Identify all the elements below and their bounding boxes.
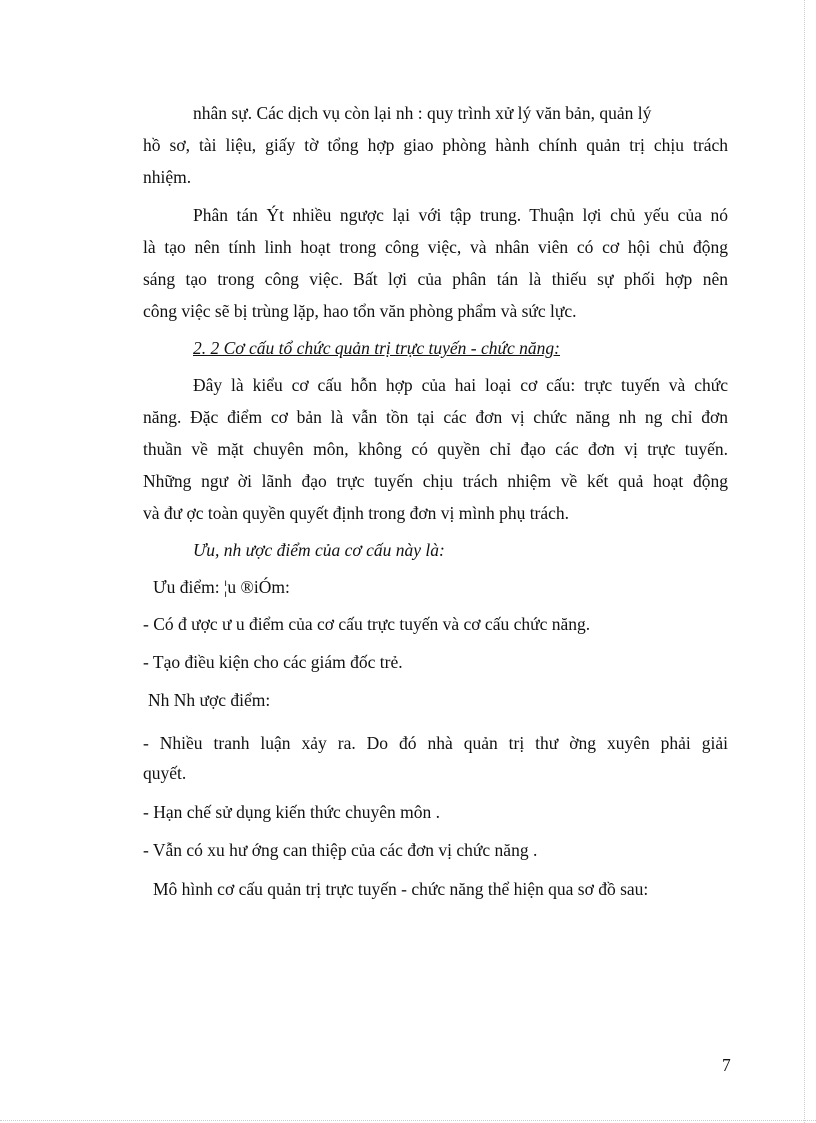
list-item: - Có đ ược ư u điểm của cơ cấu trực tuyến và cơ cấu chức năng. <box>143 614 591 634</box>
page-edge-bottom <box>0 1120 816 1121</box>
list-item: - Nhiều tranh luận xảy ra. Do đó nhà quản trị thư ờng xuyên phải giải <box>143 733 728 753</box>
list-item: - Hạn chế sử dụng kiến thức chuyên môn . <box>143 802 440 822</box>
section-heading: 2. 2 Cơ cấu tổ chức quản trị trực tuyến - chức năng: <box>193 338 560 358</box>
subheading: Ưu, nh ược điểm của cơ cấu này là: <box>193 540 445 560</box>
text-line: Những ngư ời lãnh đạo trực tuyến chịu trách nhiệm về kết quả hoạt động <box>143 471 728 491</box>
text-line: hồ sơ, tài liệu, giấy tờ tổng hợp giao phòng hành chính quản trị chịu trách <box>143 135 728 155</box>
list-item: - Tạo điều kiện cho các giám đốc trẻ. <box>143 652 403 672</box>
text-line: Nh Nh ược điểm: <box>148 690 271 710</box>
page-edge-right <box>804 0 805 1123</box>
text-line: Mô hình cơ cấu quản trị trực tuyến - chức năng thể hiện qua sơ đồ sau: <box>153 879 649 899</box>
text-line: và đư ợc toàn quyền quyết định trong đơn vị mình phụ trách. <box>143 503 570 523</box>
text-line: sáng tạo trong công việc. Bất lợi của phân tán là thiếu sự phối hợp nên <box>143 269 728 289</box>
text-line: Đây là kiểu cơ cấu hỗn hợp của hai loại cơ cấu: trực tuyến và chức <box>193 375 728 395</box>
list-item: - Vẫn có xu hư ớng can thiệp của các đơn vị chức năng . <box>143 840 538 860</box>
text-line: năng. Đặc điểm cơ bản là vẫn tồn tại các đơn vị chức năng nh ng chỉ đơn <box>143 407 728 427</box>
page-number: 7 <box>722 1055 731 1075</box>
text-line: công việc sẽ bị trùng lặp, hao tổn văn phòng phẩm và sức lực. <box>143 301 577 321</box>
text-line: Phân tán Ýt nhiều ngược lại với tập trung. Thuận lợi chủ yếu của nó <box>193 205 728 225</box>
text-line: nhiệm. <box>143 167 192 187</box>
text-line: thuần về mặt chuyên môn, không có quyền chỉ đạo các đơn vị trực tuyến. <box>143 439 728 459</box>
text-line: quyết. <box>143 763 187 783</box>
text-line: Ưu điểm: ¦u ®iÓm: <box>153 577 290 597</box>
text-line: là tạo nên tính linh hoạt trong công việc, và nhân viên có cơ hội chủ động <box>143 237 728 257</box>
text-line: nhân sự. Các dịch vụ còn lại nh : quy trình xử lý văn bản, quản lý <box>193 103 652 123</box>
